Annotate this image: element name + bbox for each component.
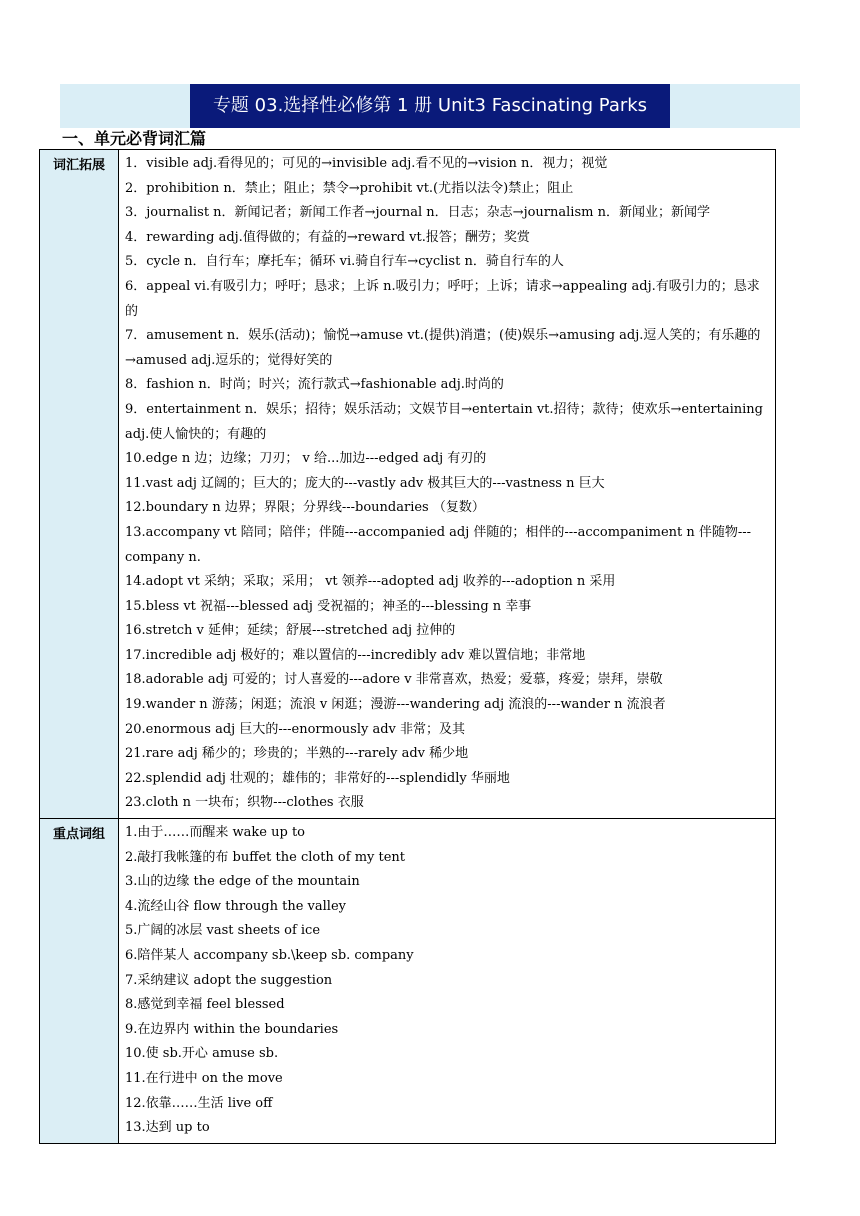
list-item: 19.wander n 游荡；闲逛；流浪 v 闲逛；漫游---wandering adj 流浪的---wander n 流浪者 [125, 697, 666, 713]
list-item: 8．fashion n．时尚；时兴；流行款式→fashionable adj.时尚的 [125, 377, 504, 393]
list-item: 3.山的边缘 the edge of the mountain [125, 874, 360, 890]
table-row-key-phrases [40, 819, 776, 1144]
vocab-table [39, 149, 776, 1144]
list-item: 2．prohibition n．禁止；阻止；禁令→prohibit vt.(尤指以法令)禁止；阻止 [125, 180, 574, 196]
list-item: 4.流经山谷 flow through the valley [125, 898, 347, 914]
key-phrases-list [119, 819, 776, 1144]
list-item: 6．appeal vi.有吸引力；呼吁；恳求；上诉 n.吸引力；呼吁；上诉；请求→appealing adj.有吸引力的；恳求的 [125, 278, 760, 319]
list-item: 16.stretch v 延伸；延续；舒展---stretched adj 拉伸的 [125, 623, 456, 639]
section-heading: 一、单元必背词汇篇 [62, 129, 207, 148]
category-label-vocab-expansion: 词汇拓展 [40, 150, 119, 819]
list-item: 11.vast adj 辽阔的；巨大的；庞大的---vastly adv 极其巨大的---vastness n 巨大 [125, 475, 605, 491]
list-item: 17.incredible adj 极好的；难以置信的---incredibly adv 难以置信地；非常地 [125, 647, 586, 663]
list-item: 10.使 sb.开心 amuse sb. [125, 1046, 279, 1062]
list-item: 22.splendid adj 壮观的；雄伟的；非常好的---splendidly 华丽地 [125, 770, 510, 786]
list-item: 2.敲打我帐篷的布 buffet the cloth of my tent [125, 849, 406, 865]
list-item: 13.达到 up to [125, 1120, 210, 1136]
list-item: 3．journalist n．新闻记者；新闻工作者→journal n．日志；杂志→journalism n．新闻业；新闻学 [125, 205, 710, 221]
list-item: 1．visible adj.看得见的；可见的→invisible adj.看不见的→vision n．视力；视觉 [125, 156, 608, 171]
list-item: 20.enormous adj 巨大的---enormously adv 非常；及其 [125, 721, 466, 737]
list-item: 10.edge n 边；边缘；刀刃； v 给...加边---edged adj 有刃的 [125, 451, 487, 467]
list-item: 5.广阔的冰层 vast sheets of ice [125, 923, 321, 939]
list-item: 9．entertainment n．娱乐；招待；娱乐活动；文娱节目→entertain vt.招待；款待；使欢乐→entertaining adj.使人愉快的；有趣的 [125, 401, 763, 442]
list-item: 5．cycle n．自行车；摩托车；循环 vi.骑自行车→cyclist n．骑自行车的人 [125, 254, 564, 270]
list-item: 14.adopt vt 采纳；采取；采用； vt 领养---adopted adj 收养的---adoption n 采用 [125, 574, 616, 590]
list-item: 1.由于……而醒来 wake up to [125, 825, 305, 841]
list-item: 9.在边界内 within the boundaries [125, 1021, 339, 1037]
vocab-expansion-list [119, 150, 776, 819]
list-item: 11.在行进中 on the move [125, 1070, 283, 1086]
list-item: 13.accompany vt 陪同；陪伴；伴随---accompanied adj 伴随的；相伴的---accompaniment n 伴随物---company n. [125, 524, 752, 565]
page-title: 专题 03.选择性必修第 1 册 Unit3 Fascinating Parks [190, 84, 670, 128]
list-item: 12.依靠……生活 live off [125, 1095, 273, 1111]
list-item: 6.陪伴某人 accompany sb.\keep sb. company [125, 948, 414, 963]
list-item: 8.感觉到幸福 feel blessed [125, 997, 285, 1013]
list-item: 12.boundary n 边界；界限；分界线---boundaries （复数） [125, 500, 485, 516]
list-item: 4．rewarding adj.值得做的；有益的→reward vt.报答；酬劳；奖赏 [125, 229, 530, 245]
list-item: 21.rare adj 稀少的；珍贵的；半熟的---rarely adv 稀少地 [125, 746, 469, 762]
list-item: 18.adorable adj 可爱的；讨人喜爱的---adore v 非常喜欢，热爱；爱慕，疼爱；崇拜，崇敬 [125, 672, 663, 688]
list-item: 23.cloth n 一块布；织物---clothes 衣服 [125, 795, 364, 811]
category-label-key-phrases: 重点词组 [40, 819, 119, 1144]
list-item: 15.bless vt 祝福---blessed adj 受祝福的；神圣的---blessing n 幸事 [125, 598, 532, 614]
list-item: 7．amusement n．娱乐(活动)；愉悦→amuse vt.(提供)消遣；(使)娱乐→amusing adj.逗人笑的；有乐趣的→amused adj.逗乐的；觉得好笑的 [125, 328, 761, 368]
list-item: 7.采纳建议 adopt the suggestion [125, 972, 333, 988]
table-row-vocab-expansion [40, 150, 776, 819]
